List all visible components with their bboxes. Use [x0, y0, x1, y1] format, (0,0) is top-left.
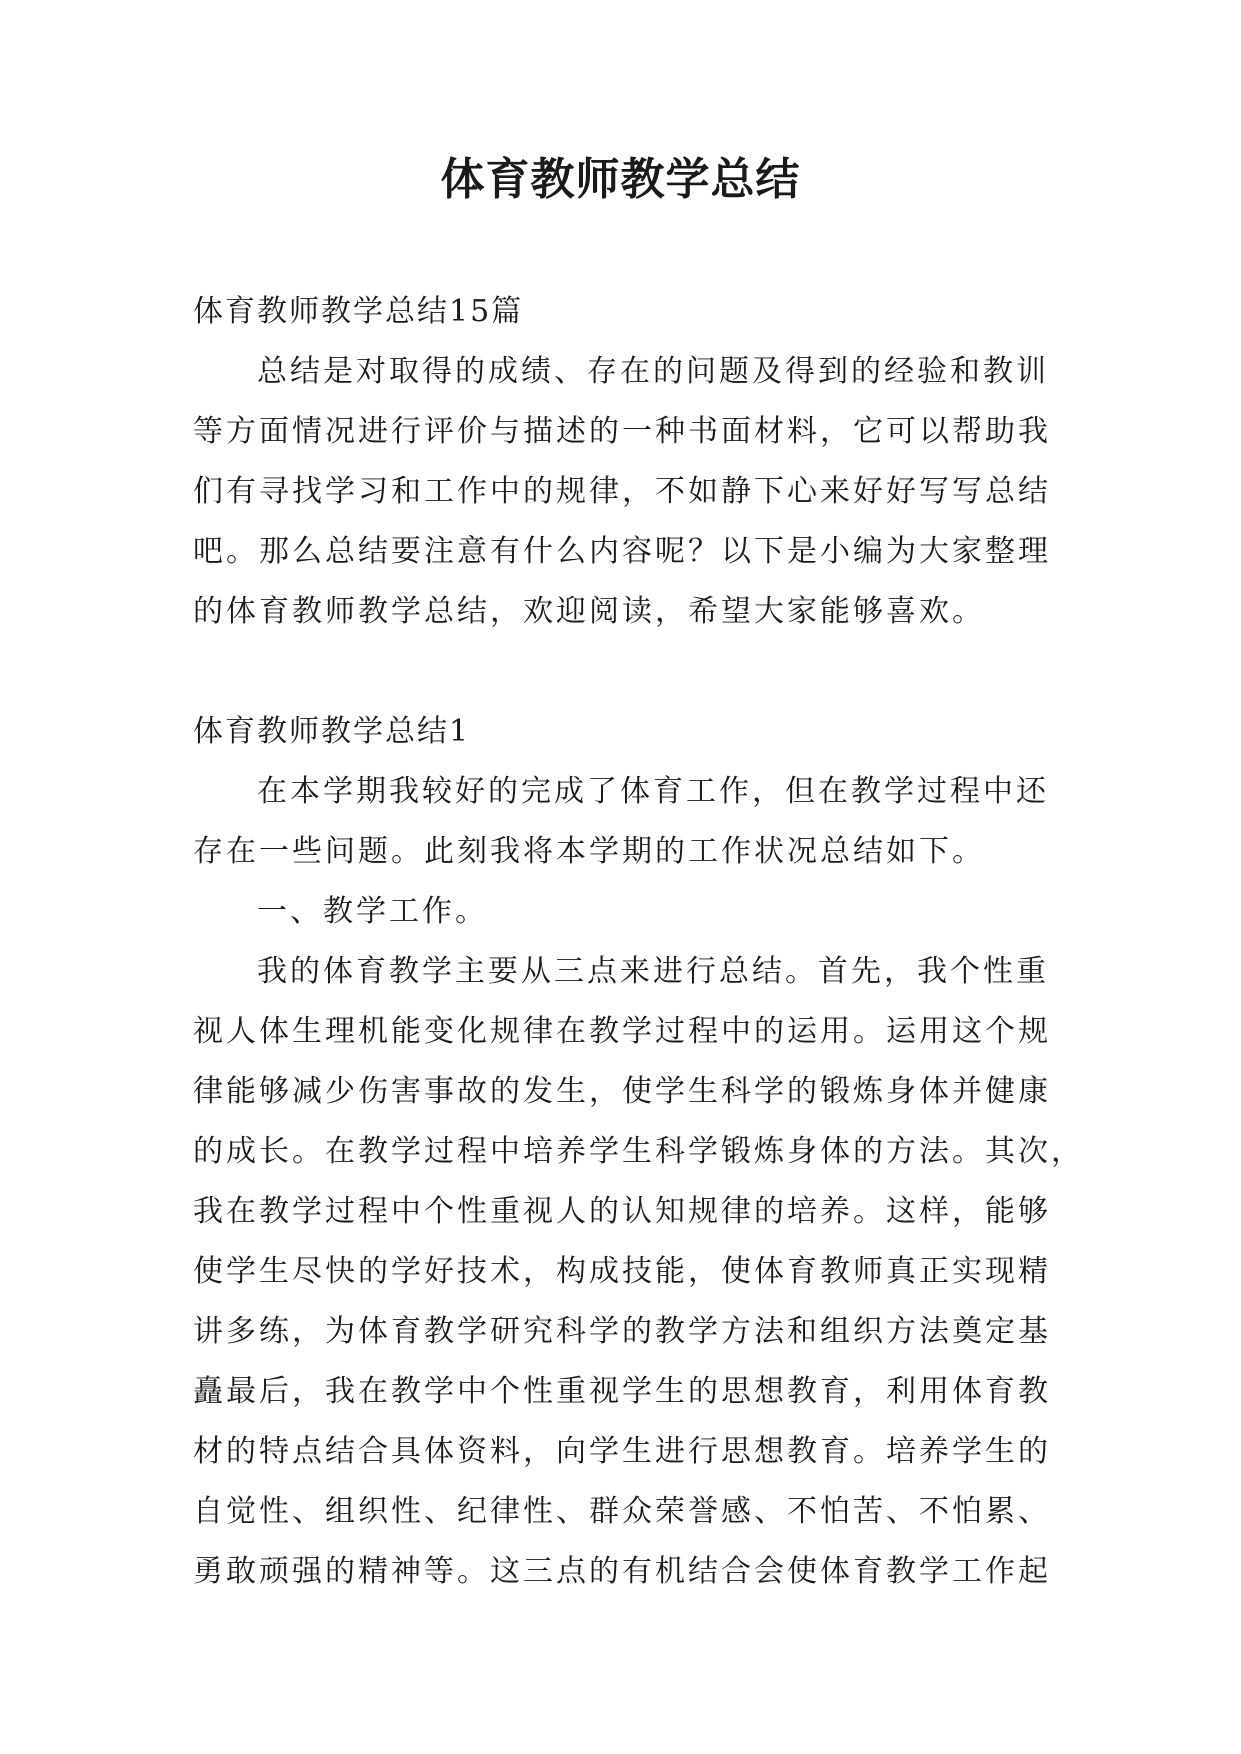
document-body [193, 282, 1084, 1602]
paragraph-line: 讲多练，为体育教学研究科学的教学方法和组织方法奠定基 [193, 1314, 1051, 1349]
list-item: 一、教学工作。 [257, 894, 488, 929]
paragraph-line: 在本学期我较好的完成了体育工作，但在教学过程中还 [257, 774, 1049, 809]
paragraph-line: 我的体育教学主要从三点来进行总结。首先，我个性重 [257, 954, 1049, 989]
document-subtitle: 体育教师教学总结15篇 [193, 294, 524, 329]
paragraph-line: 勇敢顽强的精神等。这三点的有机结合会使体育教学工作起 [193, 1554, 1051, 1589]
paragraph-line: 视人体生理机能变化规律在教学过程中的运用。运用这个规 [193, 1014, 1051, 1049]
paragraph-line: 存在一些问题。此刻我将本学期的工作状况总结如下。 [193, 834, 985, 869]
paragraph-line: 律能够减少伤害事故的发生，使学生科学的锻炼身体并健康 [193, 1074, 1051, 1109]
paragraph-line: 使学生尽快的学好技术，构成技能，使体育教师真正实现精 [193, 1254, 1051, 1289]
paragraph-line: 我在教学过程中个性重视人的认知规律的培养。这样，能够 [193, 1194, 1051, 1229]
paragraph-line: 材的特点结合具体资料，向学生进行思想教育。培养学生的 [193, 1434, 1051, 1469]
intro-line: 吧。那么总结要注意有什么内容呢？以下是小编为大家整理 [193, 534, 1051, 569]
intro-line: 等方面情况进行评价与描述的一种书面材料，它可以帮助我 [193, 414, 1051, 449]
intro-line: 总结是对取得的成绩、存在的问题及得到的经验和教训 [257, 354, 1049, 389]
intro-line: 的体育教师教学总结，欢迎阅读，希望大家能够喜欢。 [193, 594, 985, 629]
paragraph-line: 自觉性、组织性、纪律性、群众荣誉感、不怕苦、不怕累、 [193, 1494, 1051, 1529]
document-title: 体育教师教学总结 [440, 154, 801, 205]
intro-line: 们有寻找学习和工作中的规律，不如静下心来好好写写总结 [193, 474, 1051, 509]
paragraph-gap [193, 642, 1053, 702]
paragraph-line: 矗最后，我在教学中个性重视学生的思想教育，利用体育教 [193, 1374, 1051, 1409]
paragraph-line: 的成长。在教学过程中培养学生科学锻炼身体的方法。其次， [193, 1134, 1084, 1169]
section-heading: 体育教师教学总结1 [193, 714, 471, 749]
